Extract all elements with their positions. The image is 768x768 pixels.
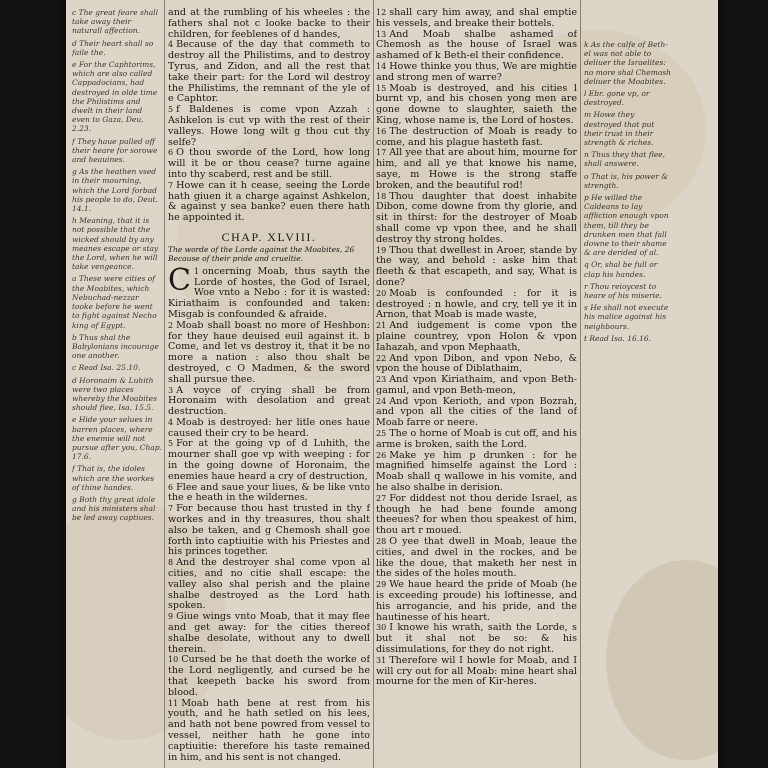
verse-text: Moab is destroyed: her litle ones haue caused their cry to be heard. — [168, 416, 370, 439]
verse — [376, 192, 577, 246]
verse-text: oncerning Moab, thus sayth the Lorde of hostes, the God of Israel, Woe vnto a Nebo : for it is wasted: Kiriathaim is confounded and taken: Misgab is confounded & afraide. — [168, 265, 370, 320]
verse-text: And vpon Dibon, and vpon Nebo, & vpon the house of Diblathaim, — [376, 352, 577, 375]
verse — [168, 148, 370, 180]
right-text-column — [376, 8, 577, 768]
verse-number: 20 — [376, 288, 387, 298]
margin-note: f They haue pulled off their heare for sorowe and heauines. — [72, 136, 158, 165]
margin-note: c Read Isa. 25.10. — [72, 363, 141, 373]
verse-text: Howe can it h cease, seeing the Lorde hath giuen it a charge against Ashkelon, & against y sea banke? euen there hath he appointed it. — [168, 179, 370, 224]
verses-chapter-47 — [168, 8, 370, 224]
verse-text: Thou that dwellest in Aroer, stande by the way, and behold : aske him that fleeth & that escapeth, and say, What is done? — [376, 244, 577, 288]
verse-number: 5 — [168, 439, 174, 449]
verse-number: 25 — [376, 429, 387, 439]
margin-note: e For the Caphtorims, which are also called Cappadocians, had destroyed in olde time the Philistims and dwelt in their land even to Gaza, Deu. 2.23. — [72, 60, 158, 134]
margin-note: c The great feare shall take away their naturall affection. — [72, 8, 158, 36]
verse — [168, 8, 370, 40]
verse — [168, 504, 370, 558]
verse-text: f Baldenes is come vpon Azzah : Ashkelon is cut vp with the rest of their valleys. Howe long wilt g thou cut thy selfe? — [168, 104, 370, 148]
margin-note: s He shall not execute his malice against his neighbours. — [584, 303, 669, 331]
middle-text-column — [168, 8, 370, 768]
verse-number: 13 — [376, 29, 387, 39]
verse-number: 24 — [376, 396, 387, 406]
verse — [168, 105, 370, 148]
verse-text: O yee that dwell in Moab, leaue the cities, and dwel in the rockes, and be like the doue, that maketh her nest in the sides of the holes mouth. — [376, 536, 577, 580]
verse — [376, 375, 577, 397]
verse-text: Moab is destroyed, and his cities l burnt vp, and his chosen yong men are gone downe to slaughter, saieth the King, whose name is, the Lord of hostes. — [376, 82, 577, 126]
verse — [376, 30, 577, 62]
verse — [168, 655, 370, 698]
margin-note: t Read Isa. 16.16. — [584, 333, 652, 343]
verse — [376, 451, 577, 494]
verse — [168, 262, 370, 321]
verse-number: 23 — [376, 375, 387, 385]
verse-text: For diddest not thou deride Israel, as though he had bene founde among theeues? for when thou speakest of him, thou art r moued. — [376, 492, 577, 537]
margin-note: o That is, his power & strength. — [584, 171, 668, 190]
chapter-heading: CHAP. XLVIII. — [221, 229, 317, 244]
verse-text: Therefore wil I howle for Moab, and I will cry out for all Moab: mine heart shal mourne for the men of Kir-heres. — [376, 654, 577, 688]
verse-number: 1 — [193, 266, 200, 276]
verse-number: 9 — [168, 612, 174, 622]
margin-note: d Horonaim & Luhith were two places whereby the Moabites should flee, Isa. 15.5. — [72, 375, 157, 413]
verse-text: A voyce of crying shall be from Horonaim with desolation and great destruction. — [168, 384, 370, 418]
verse-text: And the destroyer shal come vpon al cities, and no citie shall escape: the valley also shal perish and the plaine shalbe destroyed as the Lord hath spoken. — [168, 557, 370, 612]
margin-note: e Hide your selues in barren places, where the enemie will not pursue after you, Chap. 17.6. — [72, 415, 162, 462]
margin-note: q Or, shal be full or clap his handes. — [584, 260, 658, 279]
verse-text: shall cary him away, and shal emptie his vessels, and breake their bottels. — [376, 8, 577, 29]
verse-number: 8 — [168, 558, 174, 568]
verse — [376, 8, 577, 30]
margin-note: a These were cities of the Moabites, which Nebuchad-nezzar tooke before he went to fight against Necho king of Egypt. — [72, 274, 157, 330]
margin-note: d Their heart shall so faile the. — [72, 38, 154, 57]
verse-number: 26 — [376, 450, 387, 460]
verses-chapter-48 — [168, 262, 370, 764]
verse — [168, 558, 370, 612]
verse — [376, 148, 577, 191]
column-rule-left — [164, 0, 165, 768]
margin-note: p He willed the Caldeans to lay affliction enough vpon them, till they be drunken men that fall downe to their shame & are derided of al. — [584, 193, 669, 258]
column-rule-center — [373, 0, 374, 768]
verse-number: 15 — [376, 83, 387, 93]
verse-number: 11 — [168, 698, 179, 708]
verse-text: And iudgement is come vpon the plaine countrey, vpon Holon & vpon Iahazah, and vpon Mephaath, — [376, 320, 577, 353]
verse-text: Make ye him p drunken : for he magnified himselfe against the Lord : Moab shall q wallowe in his vomite, and he also shalbe in derision. — [376, 449, 577, 494]
verse-text: Moab shall boast no more of Heshbon: for they haue deuised euil against it. b Come, and let vs destroy it, that it be no more a nation : also thou shalt be destroyed, c O Madmen, & the sword shall pursue thee. — [168, 319, 370, 385]
verse — [376, 537, 577, 580]
verse-number: 21 — [376, 321, 387, 331]
verse-number: 27 — [376, 493, 387, 503]
verse — [376, 429, 577, 451]
verse-text: Moab is confounded : for it is destroyed : n howle, and cry, tell ye it in Arnon, that Moab is made waste, — [376, 287, 577, 321]
bible-page — [66, 0, 718, 768]
verse-text: Flee and saue your liues, & be like vnto the e heath in the wildernes. — [168, 481, 370, 504]
verse-number: 16 — [376, 126, 387, 136]
verse — [376, 289, 577, 321]
verse-number: 4 — [168, 40, 174, 50]
verse-number: 3 — [168, 385, 174, 395]
verse-text: Moab hath bene at rest from his youth, and he hath setled on his lees, and hath not bene powred from vessel to vessel, neither hath he gone into captiuitie: therefore his taste remained in him, and his sent is not changed. — [168, 697, 370, 763]
verse-text: And vpon Kiriathaim, and vpon Beth-gamul, and vpon Beth-meon, — [376, 374, 577, 396]
verse-number: 7 — [168, 504, 174, 514]
verse-text: Because of the day that commeth to destroy all the Philistims, and to destroy Tyrus, and Zidon, and all the rest that take their part: for the Lord wil destroy the Philistims, the remnant of the yle of e Caphtor. — [168, 39, 370, 105]
verse — [376, 494, 577, 537]
verse — [168, 483, 370, 505]
verse-number: 7 — [168, 180, 174, 190]
verse-text: And vpon Kerioth, and vpon Bozrah, and vpon all the cities of the land of Moab farre or neere. — [376, 395, 577, 429]
verse — [168, 699, 370, 764]
verse-text: Howe thinke you thus, We are mightie and strong men of warre? — [376, 60, 577, 83]
margin-note: n Thus they that flee, shall answere. — [584, 150, 665, 169]
verse-text: The o horne of Moab is cut off, and his arme is broken, saith the Lord. — [376, 428, 577, 450]
verse-number: 22 — [376, 353, 387, 363]
verse — [168, 418, 370, 440]
verse-number: 19 — [376, 245, 387, 255]
verse-text: Thou daughter that doest inhabite Dibon, come downe from thy glorie, and sit in thirst: for the destroyer of Moab shall come vp vpon thee, and he shall destroy thy strong holdes. — [376, 190, 577, 245]
verse-text: The destruction of Moab is ready to come, and his plague hasteth fast. — [376, 125, 577, 148]
margin-note: b Thus shal the Babylonians incourage one another. — [72, 332, 159, 361]
verse-text: O thou sworde of the Lord, how long will it be or thou cease? turne againe into thy scaberd, rest and be still. — [168, 147, 370, 180]
chapter-summary: The worde of the Lorde against the Moabites, 26 Because of their pride and crueltie. — [168, 244, 355, 263]
verse-text: Cursed be he that doeth the worke of the Lord negligently, and cursed be he that keepeth backe his sword from blood. — [168, 654, 370, 698]
right-margin-notes — [584, 40, 672, 768]
verse-text: For at the going vp of d Luhith, the mourner shall goe vp with weeping : for in the going downe of Horonaim, the enemies haue heard a cry of destruction, — [168, 438, 370, 482]
verse-number: 18 — [376, 191, 387, 201]
verse-text: We haue heard the pride of Moab (he is exceeding proude) his loftinesse, and his arrogancie, and his pride, and the hautinesse of his heart. — [376, 579, 577, 623]
verse — [376, 580, 577, 623]
verse — [376, 656, 577, 688]
verse — [376, 321, 577, 353]
verse-number: 6 — [168, 148, 174, 158]
margin-note: r Thou reioycest to heare of his miserie. — [584, 281, 662, 301]
verse — [168, 612, 370, 655]
verse-text: Giue wings vnto Moab, that it may flee and get away: for the cities thereof shalbe desolate, without any to dwell therein. — [168, 611, 370, 655]
verse — [376, 397, 577, 429]
verse — [168, 40, 370, 105]
margin-note: l Ebr. gone vp, or destroyed. — [584, 89, 650, 108]
verse-number: 6 — [168, 482, 174, 492]
verse-text: and at the rumbling of his wheeles : the fathers shal not c looke backe to their children, for feeblenes of d handes, — [168, 8, 370, 40]
verse — [376, 127, 577, 149]
verse-text: And Moab shalbe ashamed of Chemosh as the house of Israel was ashamed of k Beth-el their confidence. — [376, 28, 577, 62]
verse-number: 2 — [168, 320, 174, 330]
verse — [168, 321, 370, 386]
margin-note: g Both thy great idole and his ministers shal be led away captiues. — [72, 494, 156, 523]
verse — [376, 354, 577, 376]
verse-text: For because thou hast trusted in thy f workes and in thy treasures, thou shalt also be taken, and g Chemosh shall goe forth into captiuitie with his Priestes and his princes together. — [168, 503, 370, 558]
verse-number: 5 — [168, 105, 174, 115]
verse-number: 28 — [376, 537, 387, 547]
margin-note: k As the calfe of Beth-el was not able to deliuer the Israelites: no more shal Chemosh deliuer the Moabites. — [584, 40, 672, 86]
verse — [376, 623, 577, 655]
verse-number: 31 — [376, 655, 387, 665]
margin-note: m Howe they destroyed that put their trust in their strength & riches. — [584, 110, 655, 148]
column-rule-right — [580, 0, 581, 768]
verse-number: 10 — [168, 655, 179, 665]
verse-number: 14 — [376, 61, 387, 71]
verse-number: 29 — [376, 580, 387, 590]
verse-number: 17 — [376, 148, 387, 158]
margin-note: f That is, the idoles which are the workes of thine handes. — [72, 464, 154, 492]
drop-cap: C — [168, 262, 191, 298]
verse-text: All yee that are about him, mourne for him, and all ye that knowe his name, saye, m Howe is the strong staffe broken, and the beautiful rod! — [376, 147, 577, 191]
verse-number: 12 — [376, 8, 387, 17]
verse-text: I knowe his wrath, saith the Lorde, s but it shal not be so: & his dissimulations, for they do not right. — [376, 622, 577, 656]
verse — [376, 84, 577, 127]
verse — [376, 62, 577, 84]
verse — [168, 386, 370, 418]
verse-number: 4 — [168, 417, 174, 427]
left-margin-notes — [72, 8, 162, 768]
verse — [168, 439, 370, 482]
margin-note: h Meaning, that it is not possible that the wicked should by any meanes escape or stay the Lord, when he will take vengeance. — [72, 216, 159, 272]
verse — [376, 246, 577, 289]
margin-note: g As the heathen vsed in their mourning, which the Lord forbad his people to do, Deut. 14.1. — [72, 167, 158, 214]
verse — [168, 181, 370, 224]
verse-number: 30 — [376, 623, 387, 633]
